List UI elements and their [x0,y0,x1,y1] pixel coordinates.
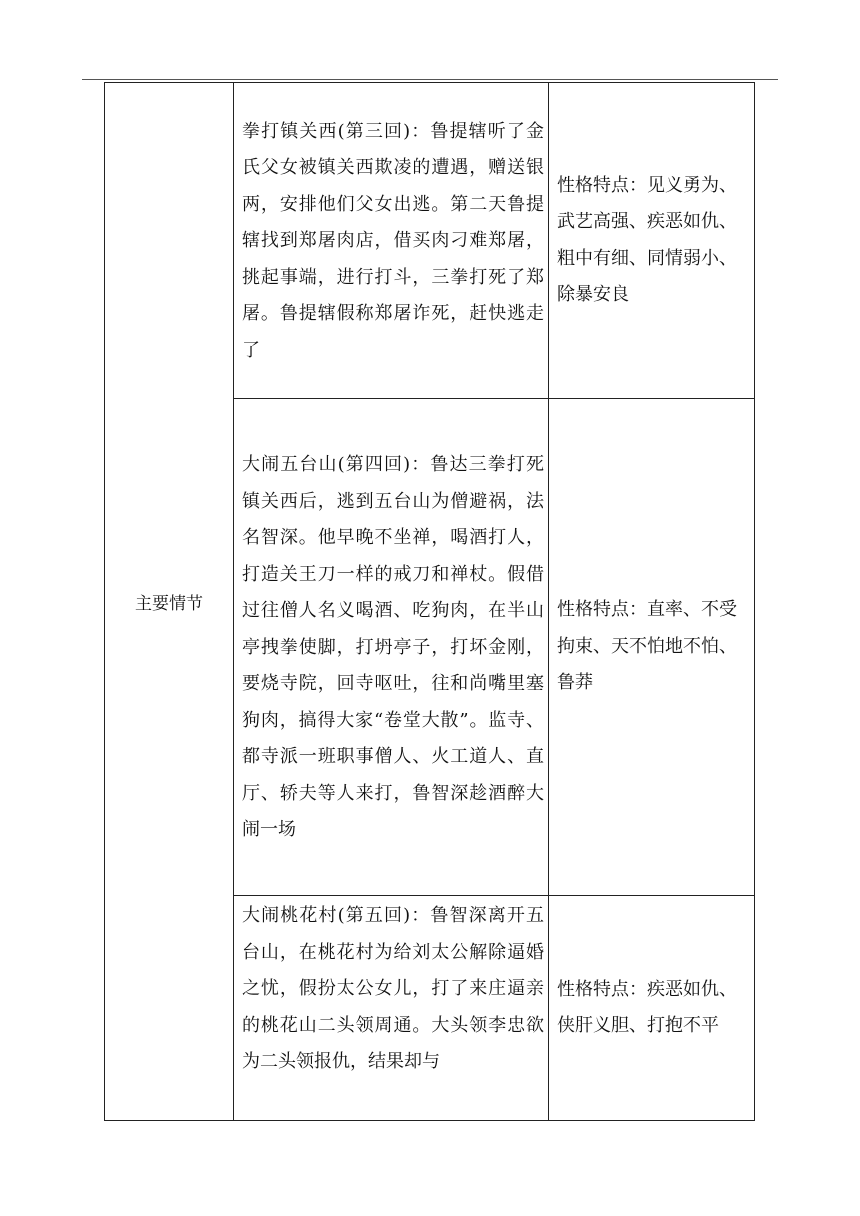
plot-cell [234,83,549,399]
plot-cell [234,399,549,896]
header-rule [82,79,778,80]
trait-cell [549,399,755,896]
trait-text: 性格特点：直率、不受拘束、天不怕地不怕、鲁莽 [557,599,737,694]
plot-text: 大闹五台山(第四回)：鲁达三拳打死镇关西后，逃到五台山为僧避祸，法名智深。他早晚不坐禅，喝酒打人，打造关王刀一样的戒刀和禅杖。假借过往僧人名义喝酒、吃狗肉，在半山亭拽拳使脚，打坍亭子，打坏金刚，要烧寺院，回寺呕吐，往和尚嘴里塞狗肉，搞得大家“卷堂大散”。监寺、都寺派一班职事僧人、火工道人、直厅、轿夫等人来打，鲁智深趁酒醉大闹一场 [242,454,544,841]
table-row [105,83,755,399]
plot-table [104,82,755,1121]
plot-text: 拳打镇关西(第三回)：鲁提辖听了金氏父女被镇关西欺凌的遭遇，赠送银两，安排他们父女出逃。第二天鲁提辖找到郑屠肉店，借买肉刁难郑屠，挑起事端，进行打斗，三拳打死了郑屠。鲁提辖假称郑屠诈死，赶快逃走了 [242,120,544,361]
trait-cell [549,896,755,1121]
section-label: 主要情节 [135,594,203,614]
trait-text: 性格特点：疾恶如仇、侠肝义胆、打抱不平 [557,978,737,1036]
plot-text: 大闹桃花村(第五回)：鲁智深离开五台山，在桃花村为给刘太公解除逼婚之忧，假扮太公女儿，打了来庄逼亲的桃花山二头领周通。大头领李忠欲为二头领报仇，结果却与 [242,905,544,1072]
trait-cell [549,83,755,399]
plot-cell [234,896,549,1121]
trait-text: 性格特点：见义勇为、武艺高强、疾恶如仇、粗中有细、同情弱小、除暴安良 [557,174,737,305]
section-label-cell [105,83,234,1121]
